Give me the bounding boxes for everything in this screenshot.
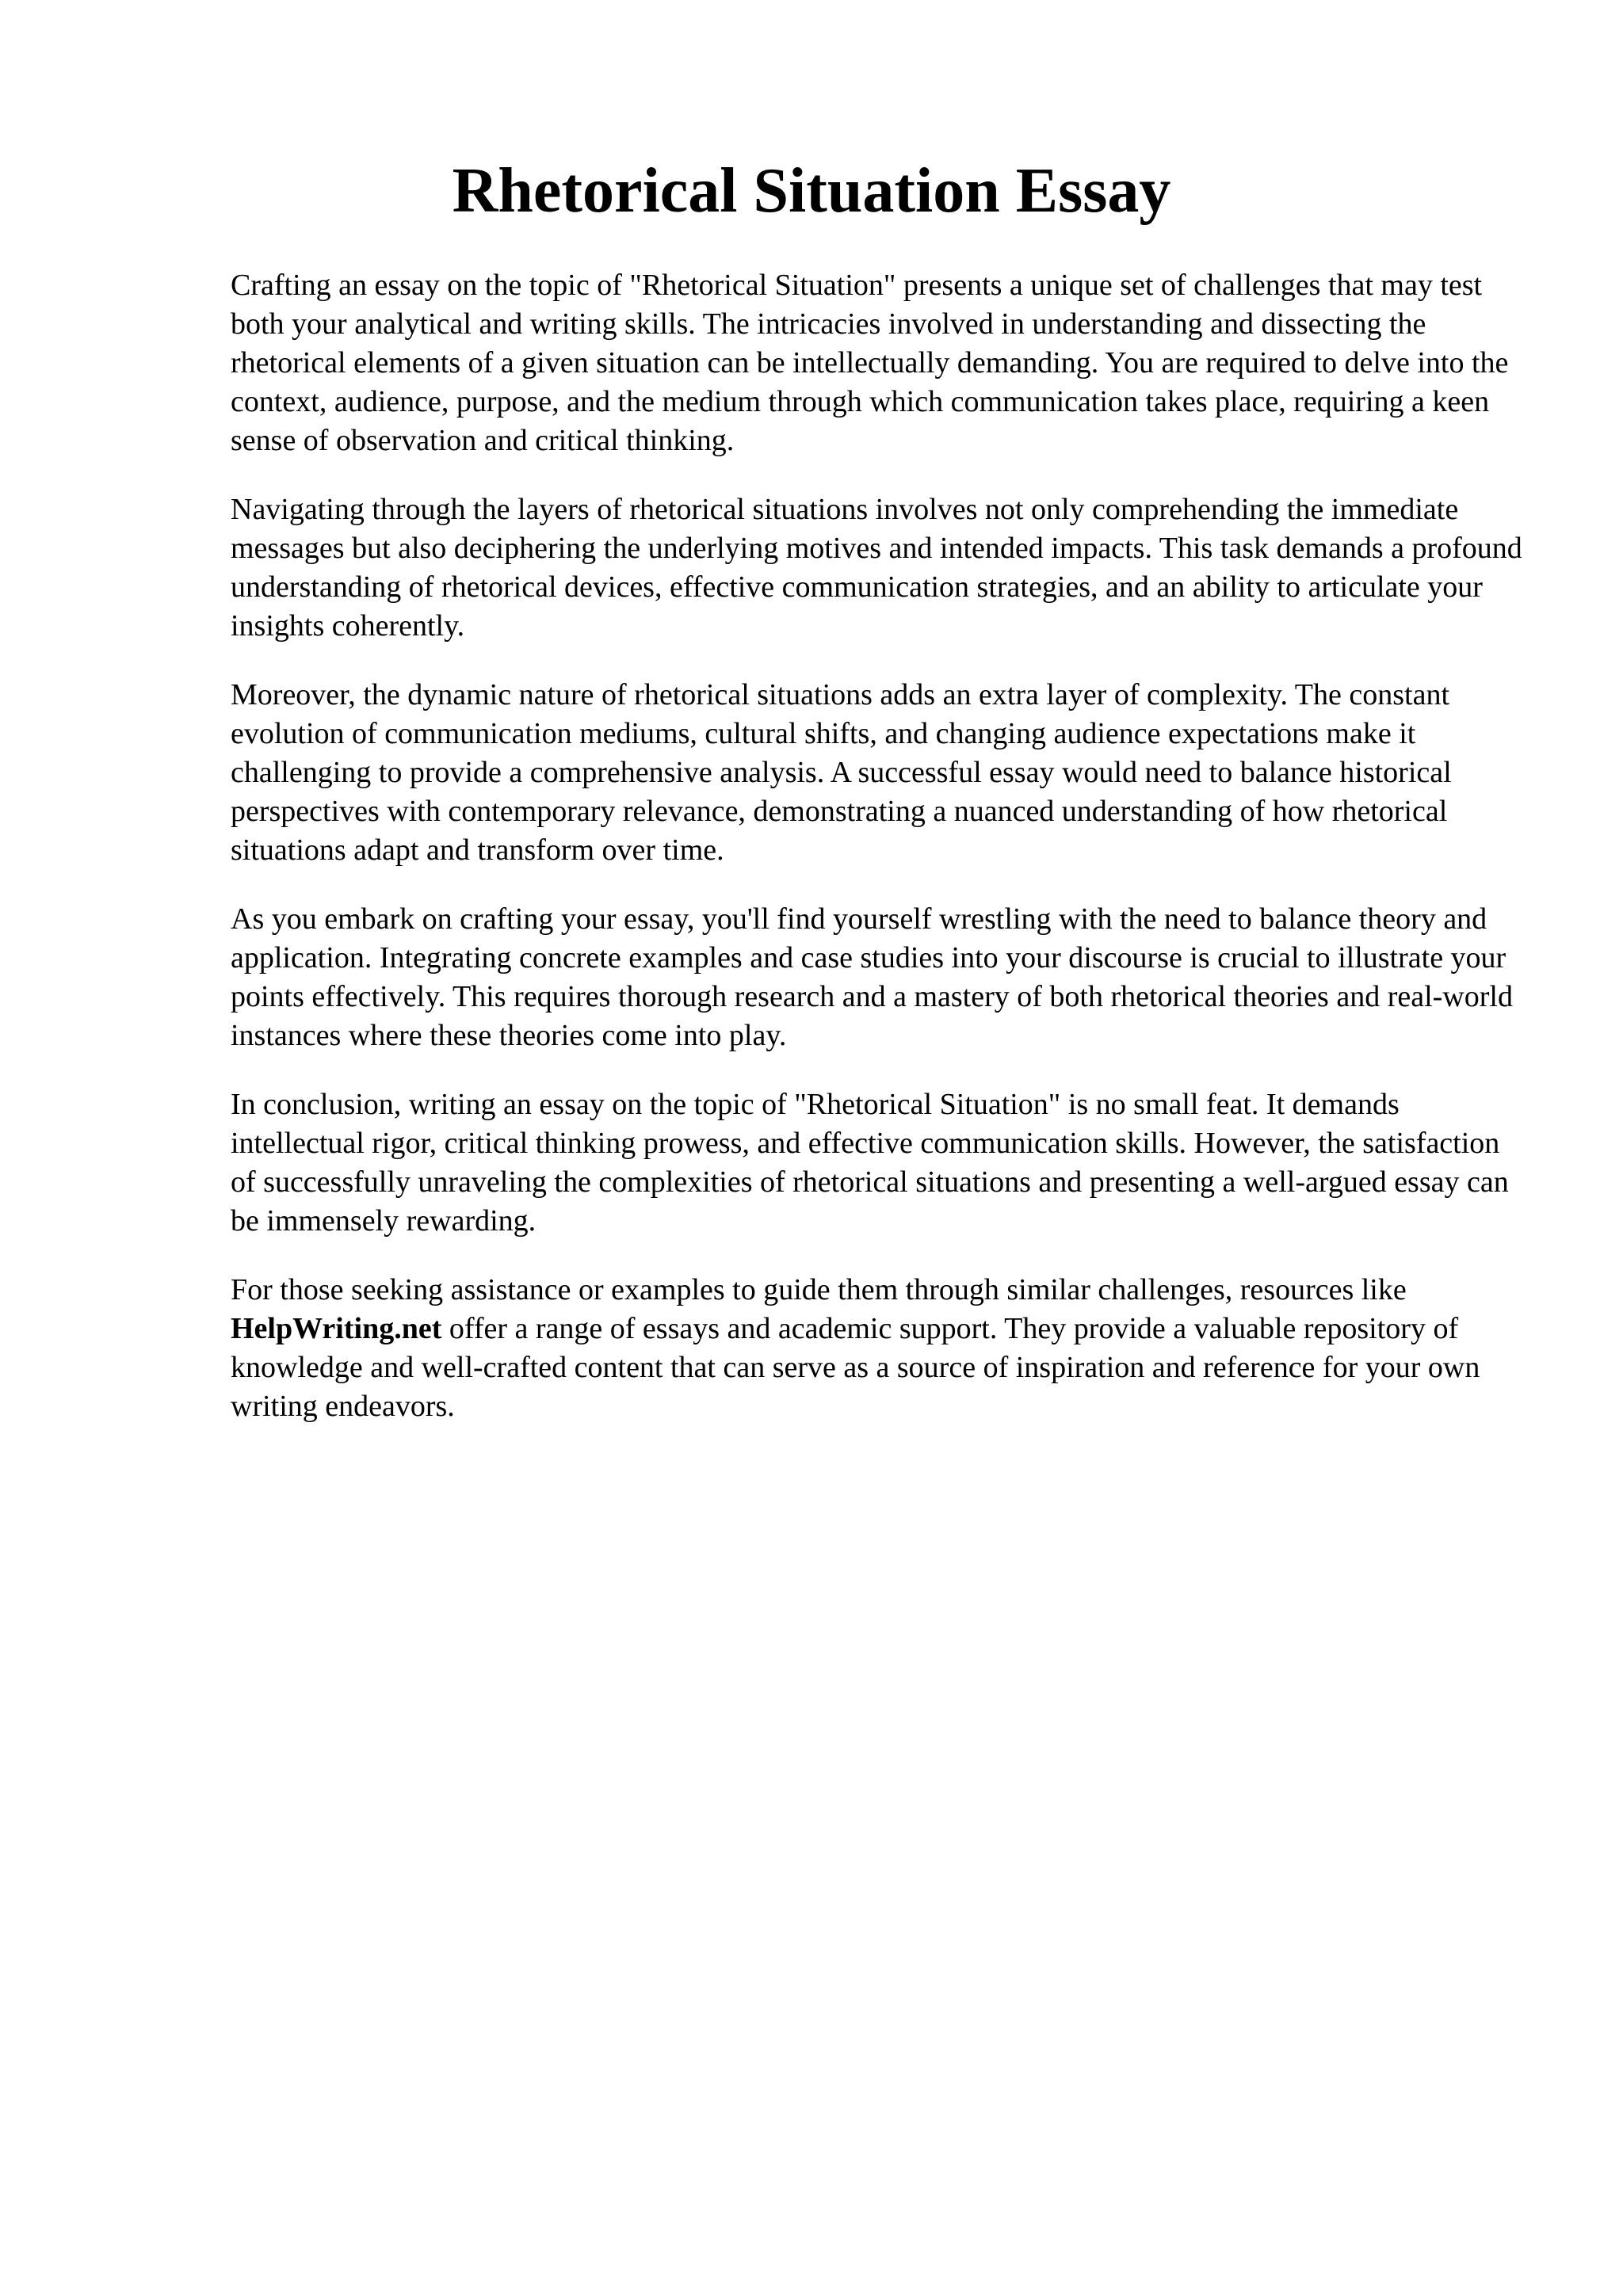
paragraph-5: In conclusion, writing an essay on the topic of "Rhetorical Situation" is no small feat. It demands intellectual rigor, critical thinking prowess, and effective communication skills. However, the satisfaction of successfully unraveling the complexities of rhetorical situations and presenting a well-argued essay can be immensely rewarding. (231, 1088, 1509, 1238)
paragraph-4: As you embark on crafting your essay, you'll find yourself wrestling with the need to balance theory and application. Integrating concrete examples and case studies into your discourse is crucial to illustrate your points effectively. This requires thorough research and a mastery of both rhetorical theories and real-world instances where these theories come into play. (231, 902, 1513, 1052)
essay-body (231, 266, 1522, 1456)
paragraph-1: Crafting an essay on the topic of "Rhetorical Situation" presents a unique set of challenges that may test both your analytical and writing skills. The intricacies involved in understanding and dissecting the rhetorical elements of a given situation can be intellectually demanding. You are required to delve into the context, audience, purpose, and the medium through which communication takes place, requiring a keen sense of observation and critical thinking. (231, 269, 1509, 457)
paragraph-3: Moreover, the dynamic nature of rhetorical situations adds an extra layer of complexity. The constant evolution of communication mediums, cultural shifts, and changing audience expectations make it challenging to provide a comprehensive analysis. A successful essay would need to balance historical perspectives with contemporary relevance, demonstrating a nuanced understanding of how rhetorical situations adapt and transform over time. (231, 678, 1452, 867)
page-title: Rhetorical Situation Essay (452, 156, 1171, 226)
paragraph-2: Navigating through the layers of rhetorical situations involves not only comprehending the immediate messages but also deciphering the underlying motives and intended impacts. This task demands a profound understanding of rhetorical devices, effective communication strategies, and an ability to articulate your insights coherently. (231, 493, 1522, 643)
brand-name: HelpWriting.net (231, 1312, 442, 1345)
closing-text-after: offer a range of essays and academic support. They provide a valuable repository of knowledge and well-crafted content that can serve as a source of inspiration and reference for your own writing endeavors. (231, 1312, 1480, 1423)
paragraph-closing (231, 1271, 1522, 1426)
closing-text-before: For those seeking assistance or examples to guide them through similar challenges, resources like (231, 1273, 1407, 1306)
